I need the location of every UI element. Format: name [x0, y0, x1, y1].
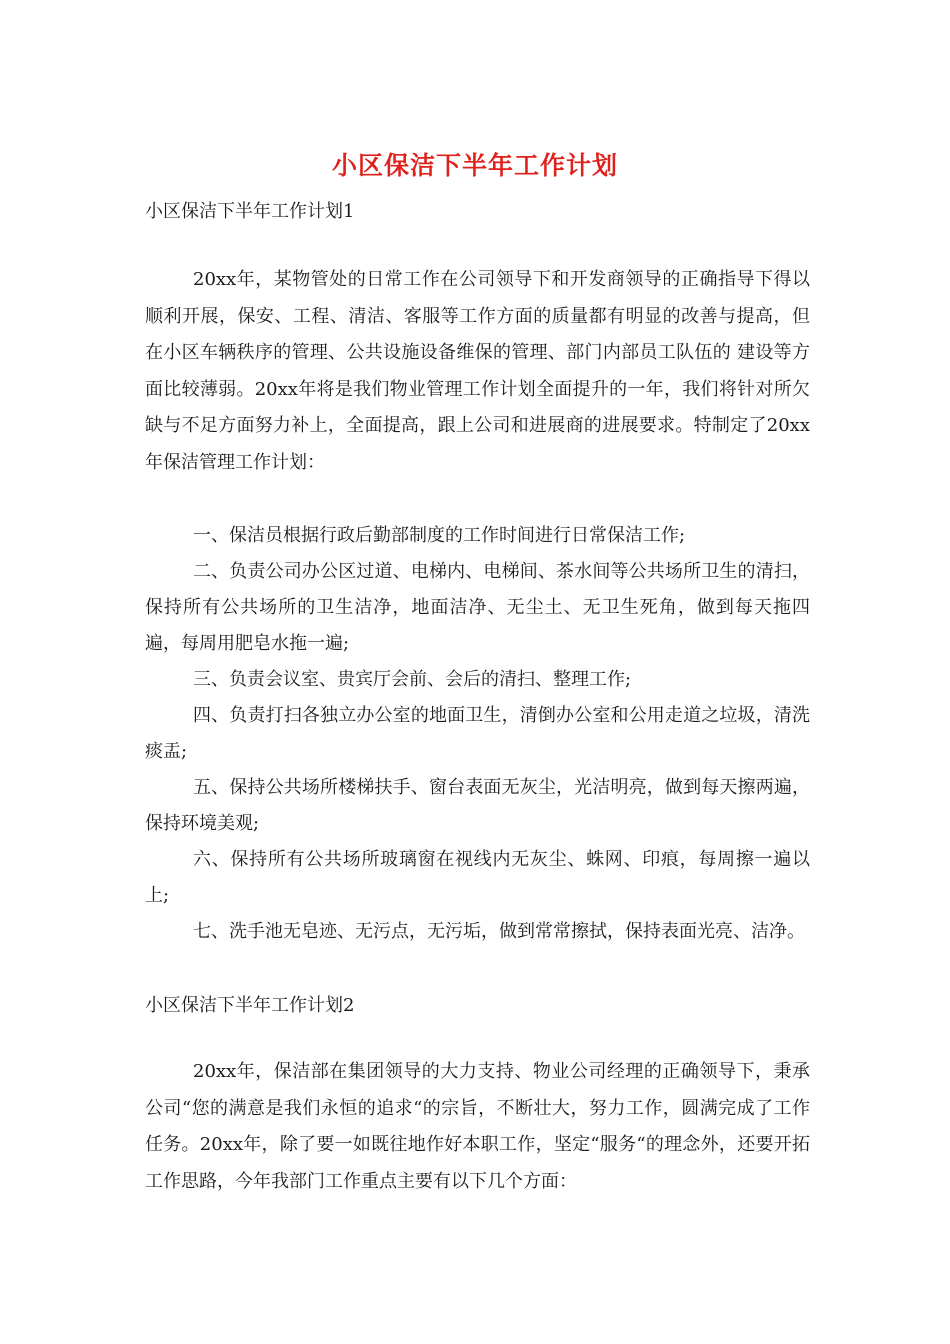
plan-1-item-4: 四、负责打扫各独立办公室的地面卫生，清倒办公室和公用走道之垃圾，清洗痰盂;	[145, 705, 810, 762]
plan-2-intro-paragraph: 20xx年，保洁部在集团领导的大力支持、物业公司经理的正确领导下，秉承公司“您的满意是我们永恒的追求“的宗旨，不断壮大，努力工作，圆满完成了工作任务。20xx年，除了要一如既往地作好本职工作，坚定“服务“的理念外，还要开拓工作思路，今年我部门工作重点主要有以下几个方面：	[145, 1061, 810, 1192]
plan-1-item-7: 七、洗手池无皂迹、无污点，无污垢，做到常常擦拭，保持表面光亮、洁净。	[193, 921, 805, 942]
section-heading-plan-1: 小区保洁下半年工作计划1	[145, 201, 355, 222]
document-title: 小区保洁下半年工作计划	[331, 151, 618, 180]
section-heading-plan-2: 小区保洁下半年工作计划2	[145, 995, 355, 1016]
plan-1-item-5: 五、保持公共场所楼梯扶手、窗台表面无灰尘，光洁明亮，做到每天擦两遍，保持环境美观;	[145, 777, 810, 834]
plan-1-item-1: 一、保洁员根据行政后勤部制度的工作时间进行日常保洁工作;	[193, 525, 686, 546]
plan-1-item-6: 六、保持所有公共场所玻璃窗在视线内无灰尘、蛛网、印痕，每周擦一遍以上;	[145, 849, 810, 906]
plan-1-intro-paragraph: 20xx年，某物管处的日常工作在公司领导下和开发商领导的正确指导下得以顺利开展，保安、工程、清洁、客服等工作方面的质量都有明显的改善与提高，但在小区车辆秩序的管理、公共设施设备维保的管理、部门内部员工队伍的 建设等方面比较薄弱。20xx年将是我们物业管理工作计划全面提升的一年，我们将针对所欠缺与不足方面努力补上，全面提高，跟上公司和进展商的进展要求。特制定了20xx年保洁管理工作计划：	[145, 269, 810, 473]
plan-1-item-2: 二、负责公司办公区过道、电梯内、电梯间、茶水间等公共场所卫生的清扫，保持所有公共场所的卫生洁净，地面洁净、无尘土、无卫生死角，做到每天拖四遍，每周用肥皂水拖一遍;	[145, 561, 810, 654]
plan-1-item-3: 三、负责会议室、贵宾厅会前、会后的清扫、整理工作;	[193, 669, 632, 690]
